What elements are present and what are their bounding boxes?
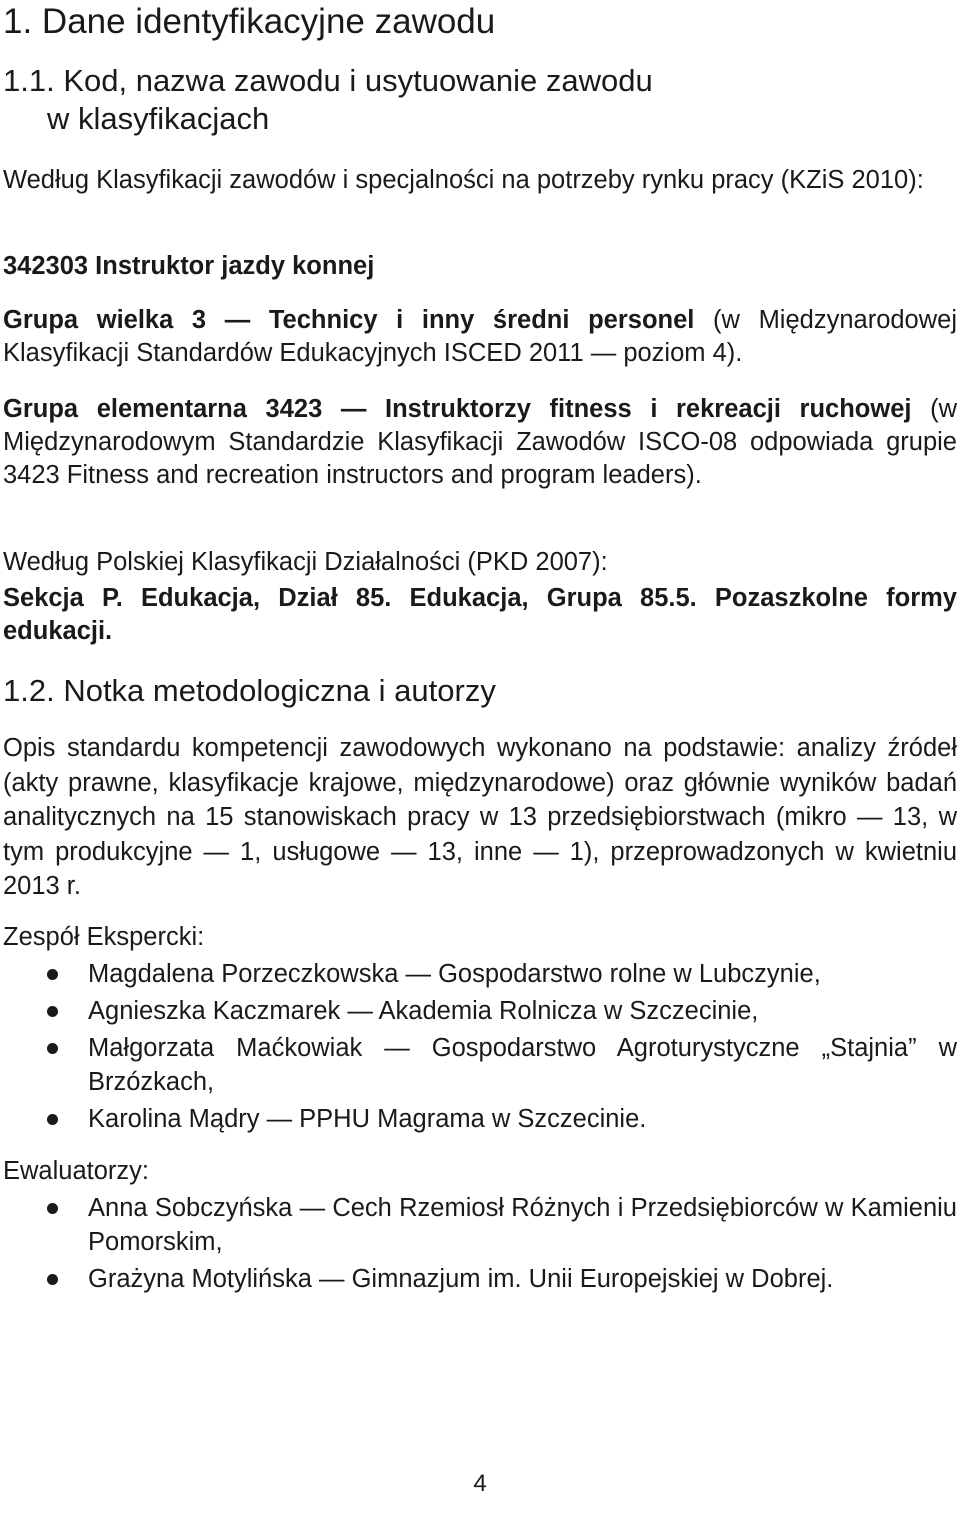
- group-elementary-description: (w Międzynarodowym Standardzie Klasyfikacji Zawodów ISCO-08 odpowiada grupie 3423 Fitness and recreation instructors and program leaders).: [3, 395, 957, 489]
- section-1-1-heading-line2: w klasyfikacjach: [47, 101, 270, 136]
- methodology-note: Opis standardu kompetencji zawodowych wykonano na podstawie: analizy źródeł (akty prawne, klasyfikacje krajowe, międzynarodowe) oraz głównie wyników badań analitycznych na 15 stanowiskach pracy w 13 przedsiębiorstwach (mikro — 13, w tym produkcyjne — 1, usługowe — 13, inne — 1), przeprowadzonych w kwietniu 2013 r.: [3, 734, 957, 900]
- list-item: [3, 1102, 957, 1136]
- expert-entry: Karolina Mądry — PPHU Magrama w Szczecinie.: [88, 1105, 647, 1133]
- pkd-intro: Według Polskiej Klasyfikacji Działalności (PKD 2007):: [3, 548, 608, 576]
- bullet-icon: [47, 1043, 58, 1054]
- list-item: [3, 1031, 957, 1099]
- bullet-icon: [47, 1203, 58, 1214]
- bullet-icon: [47, 969, 58, 980]
- group-large-description: (w Międzynarodowej Klasyfikacji Standardów Edukacyjnych ISCED 2011 — poziom 4).: [3, 306, 958, 367]
- pkd-value: Sekcja P. Edukacja, Dział 85. Edukacja, Grupa 85.5. Pozaszkolne formy edukacji.: [3, 584, 957, 645]
- section-1-1-heading: [3, 62, 653, 138]
- bullet-icon: [47, 1114, 58, 1125]
- group-large-paragraph: [3, 304, 957, 370]
- group-elementary-label: Grupa elementarna 3423 — Instruktorzy fitness i rekreacji ruchowej: [3, 395, 912, 423]
- list-item: [3, 1262, 957, 1296]
- evaluators-list: [3, 1191, 957, 1299]
- expert-entry: Magdalena Porzeczkowska — Gospodarstwo rolne w Lubczynie,: [88, 960, 821, 988]
- page-number: 4: [473, 1470, 487, 1497]
- expert-entry: Małgorzata Maćkowiak — Gospodarstwo Agroturystyczne „Stajnia” w Brzózkach,: [88, 1034, 957, 1096]
- experts-list: [3, 957, 957, 1139]
- section-1-2-heading: 1.2. Notka metodologiczna i autorzy: [3, 673, 496, 708]
- list-item: [3, 994, 957, 1028]
- experts-label: Zespół Ekspercki:: [3, 923, 205, 951]
- evaluators-label: Ewaluatorzy:: [3, 1157, 149, 1185]
- bullet-icon: [47, 1274, 58, 1285]
- section-1-1-heading-line1: 1.1. Kod, nazwa zawodu i usytuowanie zawodu: [3, 63, 653, 98]
- list-item: [3, 957, 957, 991]
- bullet-icon: [47, 1006, 58, 1017]
- group-elementary-paragraph: [3, 393, 957, 492]
- kzis-intro: Według Klasyfikacji zawodów i specjalności na potrzeby rynku pracy (KZiS 2010):: [3, 166, 924, 194]
- evaluator-entry: Grażyna Motylińska — Gimnazjum im. Unii Europejskiej w Dobrej.: [88, 1265, 834, 1293]
- section-1-heading: 1. Dane identyfikacyjne zawodu: [3, 2, 496, 41]
- occupation-code-name: 342303 Instruktor jazdy konnej: [3, 252, 375, 280]
- list-item: [3, 1191, 957, 1259]
- group-large-label: Grupa wielka 3 — Technicy i inny średni personel: [3, 306, 695, 334]
- expert-entry: Agnieszka Kaczmarek — Akademia Rolnicza w Szczecinie,: [88, 997, 759, 1025]
- evaluator-entry: Anna Sobczyńska — Cech Rzemiosł Różnych i Przedsiębiorców w Kamieniu Pomorskim,: [88, 1194, 957, 1256]
